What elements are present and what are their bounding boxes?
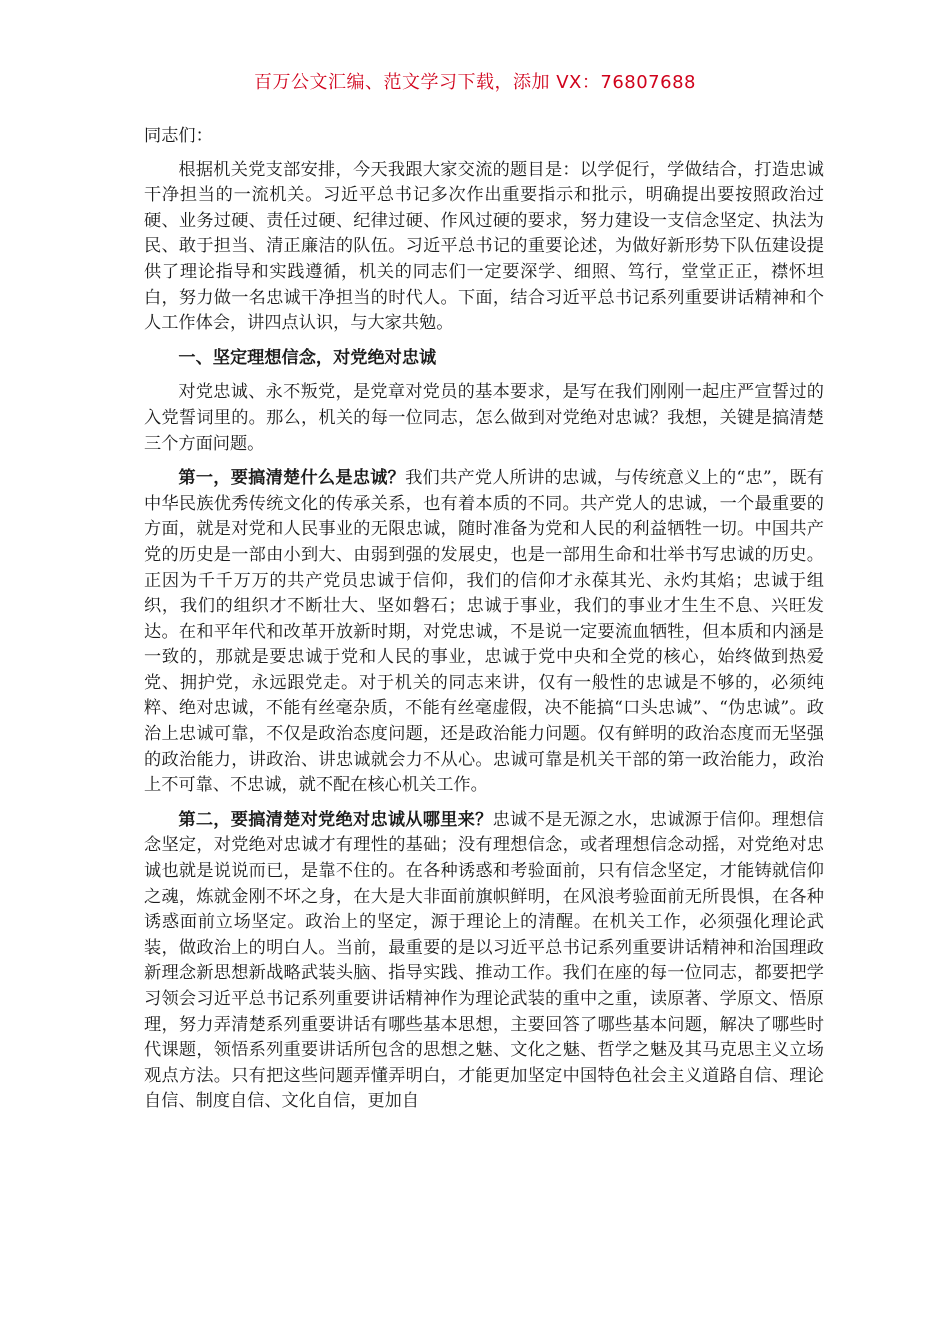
point-1-paragraph bbox=[144, 466, 824, 799]
intro-paragraph: 根据机关党支部安排，今天我跟大家交流的题目是：以学促行，学做结合，打造忠诚干净担当的一流机关。习近平总书记多次作出重要指示和批示，明确提出要按照政治过硬、业务过硬、责任过硬、纪律过硬、作风过硬的要求，努力建设一支信念坚定、执法为民、敢于担当、清正廉洁的队伍。习近平总书记的重要论述，为做好新形势下队伍建设提供了理论指导和实践遵循，机关的同志们一定要深学、细照、笃行，堂堂正正，襟怀坦白，努力做一名忠诚干净担当的时代人。下面，结合习近平总书记系列重要讲话精神和个人工作体会，讲四点认识，与大家共勉。 bbox=[144, 159, 824, 334]
greeting: 同志们： bbox=[144, 126, 213, 146]
header-banner: 百万公文汇编、范文学习下载，添加 VX：76807688 bbox=[254, 72, 696, 93]
point-2-body: 忠诚不是无源之水，忠诚源于信仰。理想信念坚定，对党绝对忠诚才有理性的基础；没有理想信念，或者理想信念动摇，对党绝对忠诚也就是说说而已，是靠不住的。在各种诱惑和考验面前，只有信念坚定，才能铸就信仰之魂，炼就金刚不坏之身，在大是大非面前旗帜鲜明，在风浪考验面前无所畏惧，在各种诱惑面前立场坚定。政治上的坚定，源于理论上的清醒。在机关工作，必须强化理论武装，做政治上的明白人。当前，最重要的是以习近平总书记系列重要讲话精神和治国理政新理念新思想新战略武装头脑、指导实践、推动工作。我们在座的每一位同志，都要把学习领会习近平总书记系列重要讲话精神作为理论武装的重中之重，读原著、学原文、悟原理，努力弄清楚系列重要讲话有哪些基本思想，主要回答了哪些基本问题，解决了哪些时代课题，领悟系列重要讲话所包含的思想之魅、文化之魅、哲学之魅及其马克思主义立场观点方法。只有把这些问题弄懂弄明白，才能更加坚定中国特色社会主义道路自信、理论自信、制度自信、文化自信，更加自 bbox=[144, 809, 824, 1112]
point-2-paragraph bbox=[144, 808, 824, 1115]
section-1-heading: 一、坚定理想信念，对党绝对忠诚 bbox=[178, 347, 437, 368]
point-1-lead: 第一，要搞清楚什么是忠诚？ bbox=[178, 468, 406, 489]
point-2-lead: 第二，要搞清楚对党绝对忠诚从哪里来？ bbox=[178, 809, 493, 830]
point-1-body: 我们共产党人所讲的忠诚，与传统意义上的“忠”，既有中华民族优秀传统文化的传承关系，也有着本质的不同。共产党人的忠诚，一个最重要的方面，就是对党和人民事业的无限忠诚，随时准备为党和人民的利益牺牲一切。中国共产党的历史是一部由小到大、由弱到强的发展史，也是一部用生命和壮举书写忠诚的历史。正因为千千万万的共产党员忠诚于信仰，我们的信仰才永葆其光、永灼其焰；忠诚于组织，我们的组织才不断壮大、坚如磐石；忠诚于事业，我们的事业才生生不息、兴旺发达。在和平年代和改革开放新时期，对党忠诚，不是说一定要流血牺牲，但本质和内涵是一致的，那就是要忠诚于党和人民的事业，忠诚于党中央和全党的核心，始终做到热爱党、拥护党，永远跟党走。对于机关的同志来讲，仅有一般性的忠诚是不够的，必须纯粹、绝对忠诚，不能有丝毫杂质，不能有丝毫虚假，决不能搞“口头忠诚”、“伪忠诚”。政治上忠诚可靠，不仅是政治态度问题，还是政治能力问题。仅有鲜明的政治态度而无坚强的政治能力，讲政治、讲忠诚就会力不从心。忠诚可靠是机关干部的第一政治能力，政治上不可靠、不忠诚，就不配在核心机关工作。 bbox=[144, 468, 824, 796]
section-1-intro-paragraph: 对党忠诚、永不叛党，是党章对党员的基本要求，是写在我们刚刚一起庄严宣誓过的入党誓词里的。那么，机关的每一位同志，怎么做到对党绝对忠诚？我想，关键是搞清楚三个方面问题。 bbox=[144, 382, 824, 454]
document-body bbox=[144, 124, 824, 1124]
